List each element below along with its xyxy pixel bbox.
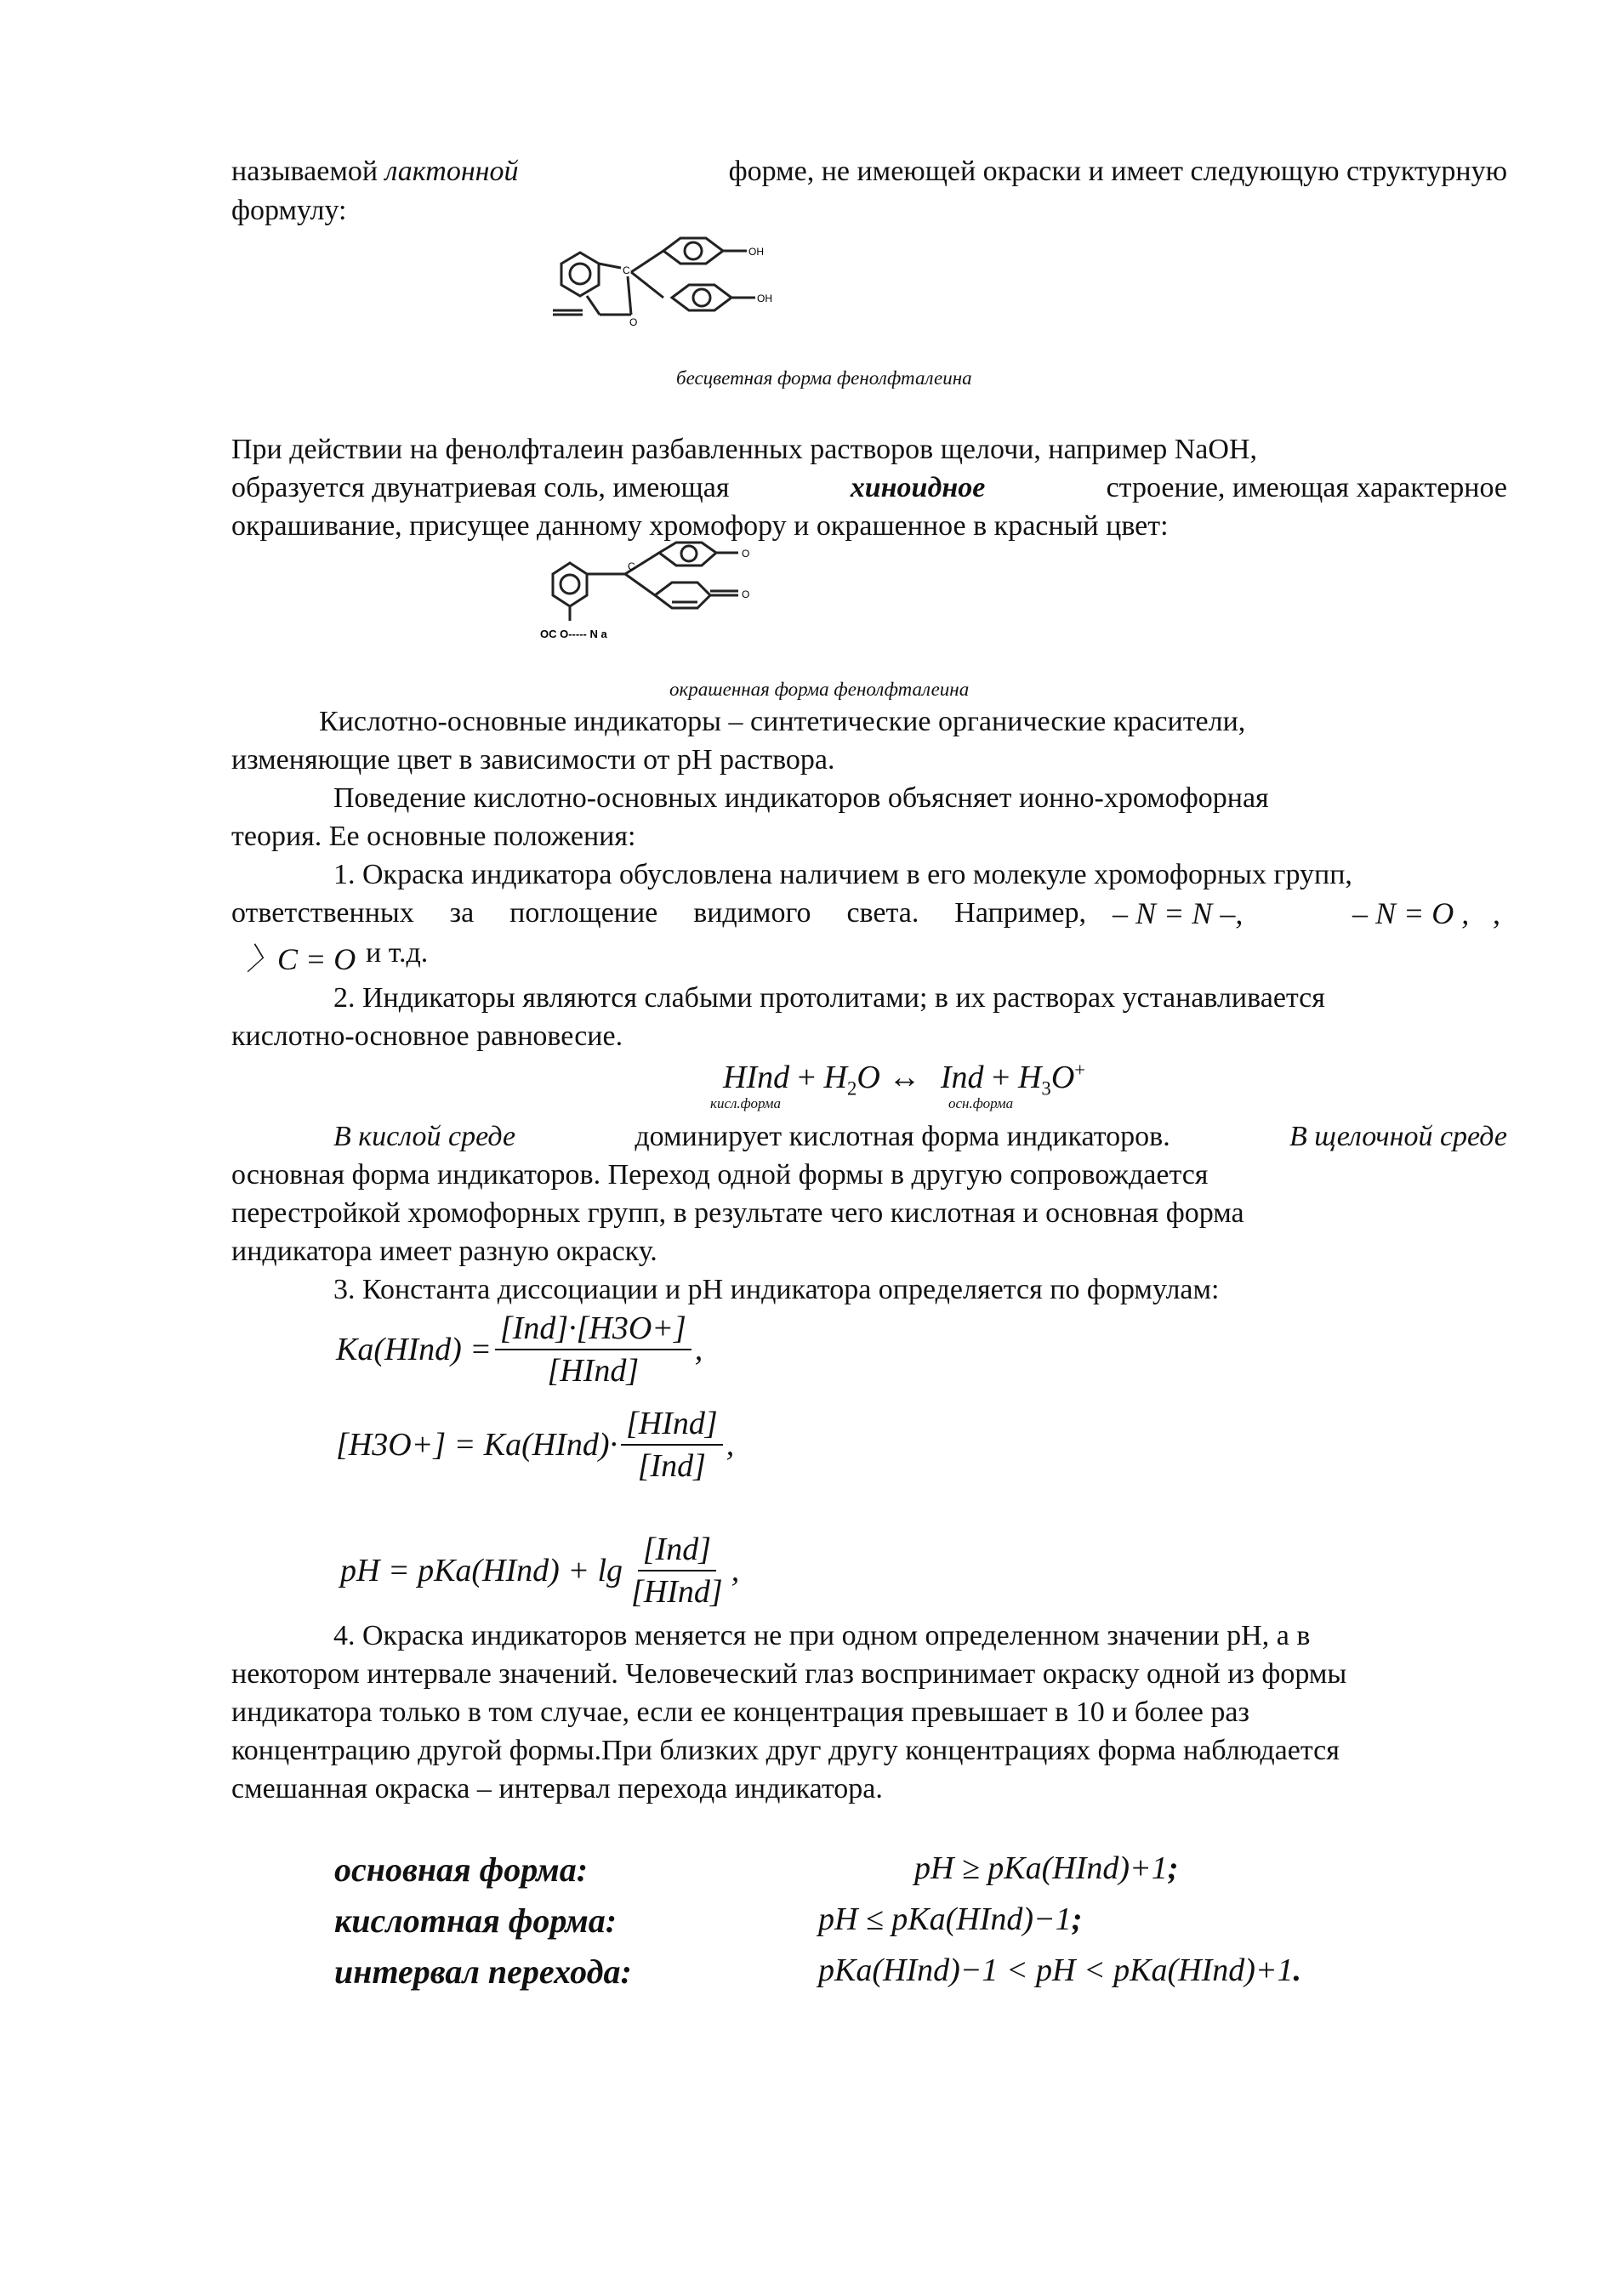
point2-line-2: кислотно-основное равновесие. <box>231 1020 623 1052</box>
intro-line-1 <box>231 156 1507 188</box>
formula-h3o <box>336 1405 734 1485</box>
summary-interval-label: интервал перехода: <box>334 1952 632 1991</box>
media-line-2: основная форма индикаторов. Переход одной формы в другую сопровождается <box>231 1159 1209 1191</box>
formula-ph-left: pH = pKa(HInd) + lg <box>340 1553 623 1588</box>
structure2-o-2: O <box>742 588 750 600</box>
formula-ph-numerator: [Ind] <box>638 1531 716 1571</box>
point3-line-1: 3. Константа диссоциации и pH индикатора определяется по формулам: <box>333 1274 1220 1305</box>
media-line-1 <box>333 1121 1507 1153</box>
eq-h: H <box>823 1060 847 1095</box>
formula-h3o-denominator: [Ind] <box>637 1448 706 1484</box>
point1-line-1: 1. Окраска индикатора обусловлена наличием в его молекуле хромофорных групп, <box>333 859 1352 890</box>
formula-ka-left: Ka(HInd) = <box>336 1332 492 1367</box>
point1-etc: и т.д. <box>366 937 429 969</box>
structure1-oh-1: OH <box>748 246 764 258</box>
structure-colorless-phenolphthalein <box>536 217 791 336</box>
formula-h3o-comma: , <box>726 1427 735 1463</box>
structure1-o-label: O <box>629 316 638 328</box>
eq-h3o-h: H <box>1017 1060 1042 1095</box>
caption-colorless: бесцветная форма фенолфталеина <box>676 367 972 389</box>
point2-line-1: 2. Индикаторы являются слабыми протолитами; в их растворах устанавливается <box>333 982 1325 1014</box>
caption-colored: окрашенная форма фенолфталеина <box>669 679 970 700</box>
formula-ph-denominator: [HInd] <box>631 1574 723 1610</box>
def-line-2: изменяющие цвет в зависимости от pH раствора. <box>231 744 835 776</box>
summary-basic-end: ; <box>1167 1850 1179 1886</box>
summary-basic-label: основная форма: <box>334 1850 589 1889</box>
equilibrium-equation <box>723 1059 1085 1100</box>
structure2-o-1: O <box>742 548 750 560</box>
media-line-3: перестройкой хромофорных групп, в результате чего кислотная и основная форма <box>231 1197 1244 1229</box>
alkali-line-1: При действии на фенолфталеин разбавленных растворов щелочи, например NaOH, <box>231 434 1257 465</box>
group-comma: , <box>1493 896 1500 930</box>
alkali-line-3: окрашивание, присущее данному хромофору и окрашенное в красный цвет: <box>231 510 1169 542</box>
point4-line-5: смешанная окраска – интервал перехода индикатора. <box>231 1773 883 1804</box>
summary-acid-label: кислотная форма: <box>334 1901 617 1940</box>
summary-interval-expr: pKa(HInd)−1 < pH < pKa(HInd)+1 <box>818 1952 1294 1988</box>
structure1-c-label: C <box>623 264 630 276</box>
formula-h3o-numerator: [HInd] <box>621 1405 723 1446</box>
structure1-oh-2: OH <box>757 293 772 304</box>
def-line-1: Кислотно-основные индикаторы – синтетические органические красители, <box>319 706 1246 737</box>
alkali-line-2 <box>231 472 1507 504</box>
formula-ph <box>340 1531 739 1611</box>
summary-basic-formula <box>914 1850 1178 1887</box>
formula-ka-comma: , <box>694 1332 703 1367</box>
theory-line-1: Поведение кислотно-основных индикаторов объясняет ионно-хромофорная <box>333 782 1269 814</box>
intro-term-lactone: лактонной <box>384 156 519 187</box>
eq-hind: HInd <box>723 1060 790 1095</box>
intro-text-a: называемой <box>231 156 378 187</box>
eq-o: O <box>857 1060 880 1095</box>
eq-ind: Ind <box>940 1060 984 1095</box>
intro-line-2: формулу: <box>231 195 347 226</box>
formula-ka-denominator: [HInd] <box>547 1353 640 1389</box>
eq-h2o-sub: 2 <box>847 1077 857 1100</box>
summary-acid-end: ; <box>1071 1901 1083 1937</box>
summary-basic-expr: pH ≥ pKa(HInd)+1 <box>914 1850 1168 1886</box>
structure2-c-label: C <box>628 560 635 572</box>
media-acid-medium: В кислой среде <box>333 1121 516 1152</box>
alkali-text-a: образуется двунатриевая соль, имеющая <box>231 472 730 503</box>
eq-plus-1: + <box>797 1060 817 1095</box>
eq-h3o-sub: 3 <box>1041 1077 1051 1100</box>
alkali-text-c: строение, имеющая характерное <box>1106 472 1507 503</box>
point4-line-4: концентрацию другой формы.При близких друг другу концентрациях форма наблюдается <box>231 1735 1340 1766</box>
media-alkaline-medium: В щелочной среде <box>1289 1121 1507 1152</box>
eq-label-acid: кисл.форма <box>710 1095 782 1111</box>
eq-label-base: осн.форма <box>948 1095 1014 1111</box>
alkali-term-quinoid: хиноидное <box>850 472 986 503</box>
media-line-4: индикатора имеет разную окраску. <box>231 1236 657 1267</box>
group-carbonyl: 〉C = O <box>247 942 356 976</box>
eq-arrow: ↔ <box>888 1060 921 1095</box>
point4-line-3: индикатора только в том случае, если ее концентрация превышает в 10 и более раз <box>231 1696 1249 1728</box>
point1-text: ответственных за поглощение видимого света. Например, <box>231 897 1086 929</box>
structure2-label: OC O----- N a <box>540 628 607 640</box>
summary-interval-formula <box>818 1952 1301 1989</box>
eq-plus-2: + <box>992 1060 1010 1095</box>
summary-acid-expr: pH ≤ pKa(HInd)−1 <box>818 1901 1072 1937</box>
theory-line-2: теория. Ее основные положения: <box>231 821 636 852</box>
media-text-b: доминирует кислотная форма индикаторов. <box>635 1121 1170 1152</box>
group-azo: – N = N –, <box>1113 896 1244 930</box>
eq-h3o-sup: + <box>1074 1059 1086 1081</box>
point4-line-2: некотором интервале значений. Человеческий глаз воспринимает окраску одной из формы <box>231 1658 1347 1690</box>
formula-ka <box>336 1310 703 1390</box>
eq-h3o-o: O <box>1050 1060 1075 1095</box>
intro-text-c: форме, не имеющей окраски и имеет следующую структурную <box>728 156 1507 187</box>
formula-ph-comma: , <box>731 1553 740 1588</box>
summary-interval-end: . <box>1293 1952 1302 1988</box>
formula-h3o-left: [H3O+] = Ka(HInd)· <box>336 1427 617 1463</box>
summary-acid-formula <box>818 1901 1082 1938</box>
point1-line-2 <box>231 897 1507 929</box>
structure-colored-phenolphthalein <box>536 536 774 646</box>
point4-line-1: 4. Окраска индикаторов меняется не при одном определенном значении pH, а в <box>333 1620 1311 1651</box>
group-nitroso: – N = O , <box>1352 896 1470 930</box>
formula-ka-numerator: [Ind]·[H3O+] <box>495 1310 691 1350</box>
